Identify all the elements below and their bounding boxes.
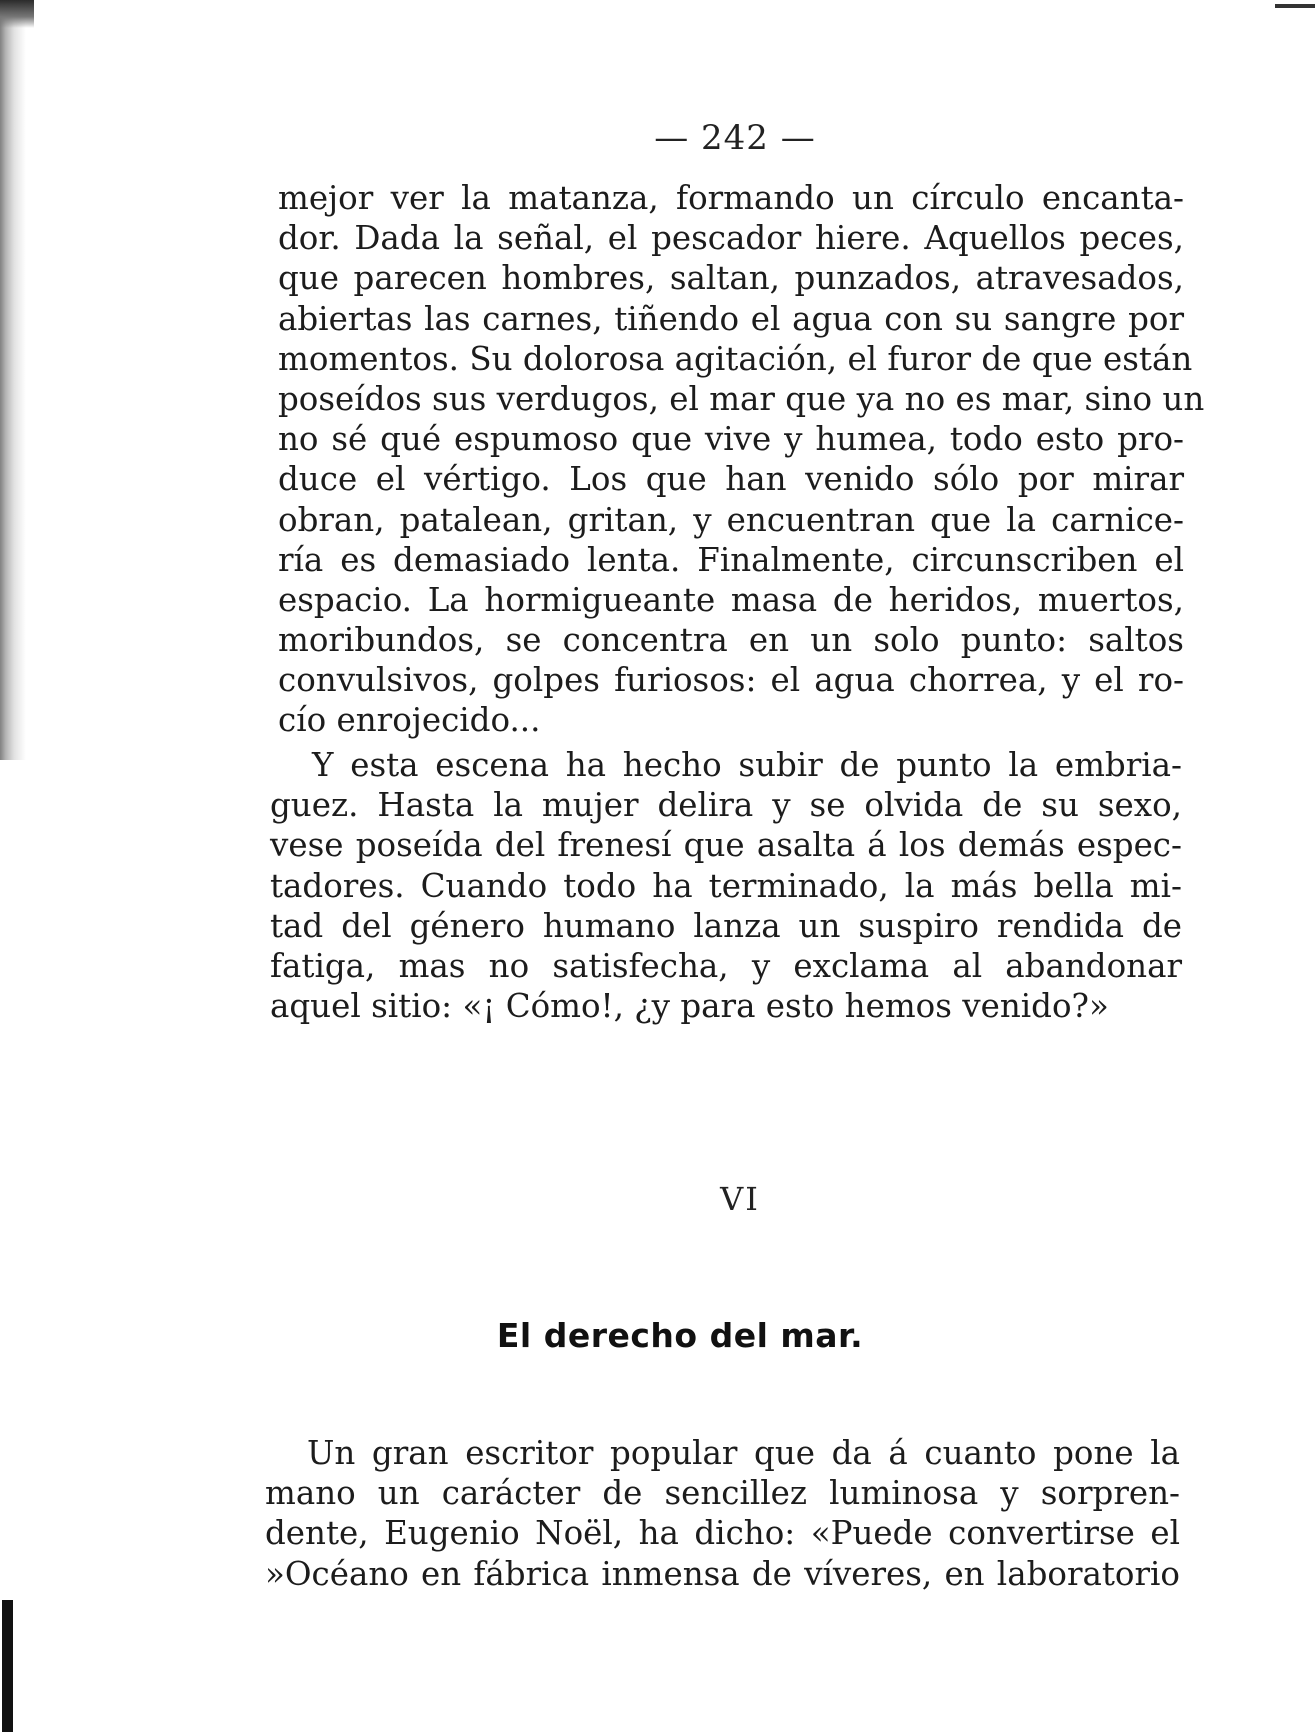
page-number: — 242 — — [654, 118, 816, 158]
text-line: momentos. Su dolorosa agitación, el furor de que están — [278, 339, 1193, 378]
text-line: cío enrojecido... — [278, 701, 541, 740]
text-line: que parecen hombres, saltan, punzados, atravesados, — [278, 259, 1184, 298]
text-line: mejor ver la matanza, formando un círculo encanta- — [278, 179, 1184, 217]
paragraph — [270, 745, 1182, 1026]
text-line: aquel sitio: «¡ Cómo!, ¿y para esto hemos venido?» — [270, 987, 1109, 1026]
text-line: tad del género humano lanza un suspiro rendida de — [270, 906, 1182, 945]
scan-artifact-bar — [2, 1600, 13, 1732]
text-line: poseídos sus verdugos, el mar que ya no es mar, sino un — [278, 379, 1205, 418]
text-line: ría es demasiado lenta. Finalmente, circunscriben el — [278, 540, 1184, 579]
text-line: abiertas las carnes, tiñendo el agua con su sangre por — [278, 299, 1184, 338]
text-line: »Océano en fábrica inmensa de víveres, en laboratorio — [265, 1554, 1180, 1593]
text-line: moribundos, se concentra en un solo punto: saltos — [278, 621, 1184, 660]
paragraph — [265, 1433, 1180, 1594]
text-line: Un gran escritor popular que da á cuanto pone la — [307, 1434, 1180, 1472]
text-line: duce el vértigo. Los que han venido sólo por mirar — [278, 460, 1184, 499]
paragraph-continued — [278, 178, 1205, 741]
scan-artifact-mark — [1275, 4, 1315, 8]
text-line: vese poseída del frenesí que asalta á los demás espec- — [270, 826, 1182, 865]
text-line: fatiga, mas no satisfecha, y exclama al abandonar — [270, 946, 1182, 985]
text-line: tadores. Cuando todo ha terminado, la más bella mi- — [270, 866, 1182, 905]
section-title: El derecho del mar. — [496, 1316, 864, 1355]
text-line: dente, Eugenio Noël, ha dicho: «Puede convertirse el — [265, 1514, 1180, 1553]
section-number: VI — [720, 1180, 760, 1218]
text-line: convulsivos, golpes furiosos: el agua chorrea, y el ro- — [278, 661, 1184, 700]
text-line: Y esta escena ha hecho subir de punto la embria- — [312, 746, 1182, 784]
text-line: espacio. La hormigueante masa de heridos, muertos, — [278, 580, 1184, 619]
text-line: mano un carácter de sencillez luminosa y sorpren- — [265, 1474, 1180, 1513]
scan-shadow-left — [0, 0, 26, 760]
text-line: obran, patalean, gritan, y encuentran que la carnice- — [278, 500, 1184, 539]
scan-shadow-corner — [0, 0, 34, 28]
text-line: no sé qué espumoso que vive y humea, todo esto pro- — [278, 420, 1184, 459]
text-line: guez. Hasta la mujer delira y se olvida de su sexo, — [270, 786, 1182, 825]
text-line: dor. Dada la señal, el pescador hiere. Aquellos peces, — [278, 219, 1184, 258]
